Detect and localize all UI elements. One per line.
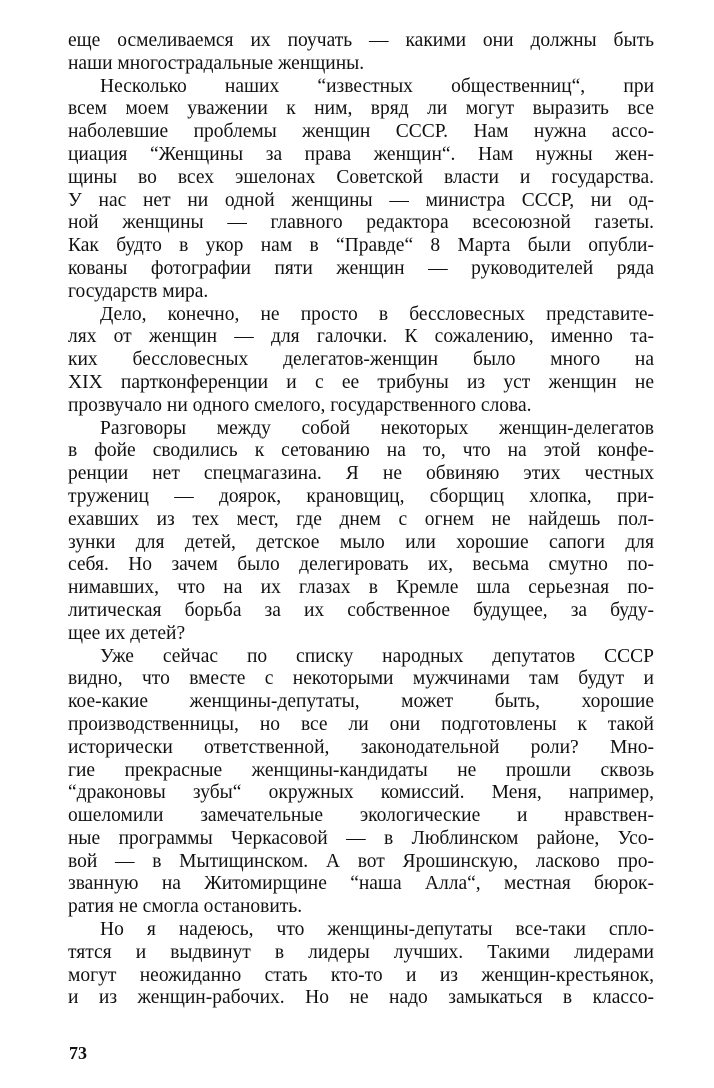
text-line: лях от женщин — для галочки. К сожалению, именно та- [68, 326, 654, 348]
text-line: литическая борьба за их собственное будущее, за буду- [68, 599, 654, 621]
text-line: наболевшие проблемы женщин СССР. Нам нужна ассо- [68, 121, 654, 143]
text-line: Как будто в укор нам в “Правде“ 8 Марта были опубли- [68, 235, 654, 257]
text-line: нимавших, что на их глазах в Кремле шла серьезная по- [68, 577, 654, 599]
text-line: Разговоры между собой некоторых женщин-делегатов [100, 417, 654, 439]
text-line: ренции нет спецмагазина. Я не обвиняю этих честных [68, 463, 654, 485]
text-line: в фойе сводились к сетованию на то, что на этой конфе- [68, 440, 654, 462]
text-line: кованы фотографии пяти женщин — руководителей ряда [68, 257, 654, 279]
paragraph [68, 76, 654, 304]
text-line: ной женщины — главного редактора всесоюзной газеты. [68, 212, 654, 234]
text-line: еще осмеливаемся их поучать — какими они должны быть [68, 30, 654, 51]
text-line: щины во всех эшелонах Советской власти и государства. [68, 166, 654, 188]
text-line: гие прекрасные женщины-кандидаты не прошли сквозь [68, 759, 654, 781]
page-number: 73 [69, 1043, 87, 1063]
text-line: видно, что вместе с некоторыми мужчинами там будут и [68, 668, 654, 690]
text-line: зунки для детей, детское мыло или хорошие сапоги для [68, 531, 654, 553]
paragraph [68, 646, 654, 920]
text-line: ехавших из тех мест, где днем с огнем не найдешь пол- [68, 508, 654, 530]
text-line: и из женщин-рабочих. Но не надо замыкаться в классо- [68, 987, 654, 1009]
text-line: циация “Женщины за права женщин“. Нам нужны жен- [68, 143, 654, 165]
text-line: государств мира. [68, 280, 209, 302]
text-line: тружениц — доярок, крановщиц, сборщиц хлопка, при- [68, 485, 654, 507]
text-line: всем моем уважении к ним, вряд ли могут выразить все [68, 98, 654, 120]
text-line: У нас нет ни одной женщины — министра СССР, ни од- [68, 189, 654, 211]
text-line: наши многострадальные женщины. [68, 52, 365, 74]
text-line: щее их детей? [68, 622, 186, 644]
text-line: ких бессловесных делегатов-женщин было много на [68, 349, 654, 371]
text-line: могут неожиданно стать кто-то и из женщин-крестьянок, [68, 964, 654, 986]
paragraph [68, 30, 654, 76]
text-line: Несколько наших “известных общественниц“, при [100, 75, 654, 97]
text-line: прозвучало ни одного смелого, государственного слова. [68, 394, 532, 416]
text-line: Дело, конечно, не просто в бессловесных представите- [100, 303, 654, 325]
text-line: кое-какие женщины-депутаты, может быть, хорошие [68, 691, 654, 713]
text-line: Но я надеюсь, что женщины-депутаты все-таки спло- [100, 919, 654, 941]
text-line: вой — в Мытищинском. А вот Ярошинскую, ласково про- [68, 850, 654, 872]
text-line: ошеломили замечательные экологические и нравствен- [68, 805, 654, 827]
text-line: ные программы Черкасовой — в Люблинском районе, Усо- [68, 827, 654, 849]
text-line: производственницы, но все ли они подготовлены к такой [68, 713, 654, 735]
text-line: тятся и выдвинут в лидеры лучших. Такими лидерами [68, 941, 654, 963]
text-line: исторически ответственной, законодательной роли? Мно- [68, 736, 654, 758]
text-line: званную на Житомирщине “наша Алла“, местная бюрок- [68, 873, 654, 895]
text-line: Уже сейчас по списку народных депутатов СССР [100, 645, 654, 667]
paragraph [68, 919, 654, 1010]
text-line: XIX партконференции и с ее трибуны из уст женщин не [68, 371, 654, 393]
text-line: ратия не смогла остановить. [68, 896, 303, 918]
paragraph [68, 418, 654, 646]
paragraph [68, 304, 654, 418]
text-line: себя. Но зачем было делегировать их, весьма смутно по- [68, 554, 654, 576]
body-text [68, 30, 654, 1010]
text-line: “драконовы зубы“ окружных комиссий. Меня, например, [68, 782, 654, 804]
